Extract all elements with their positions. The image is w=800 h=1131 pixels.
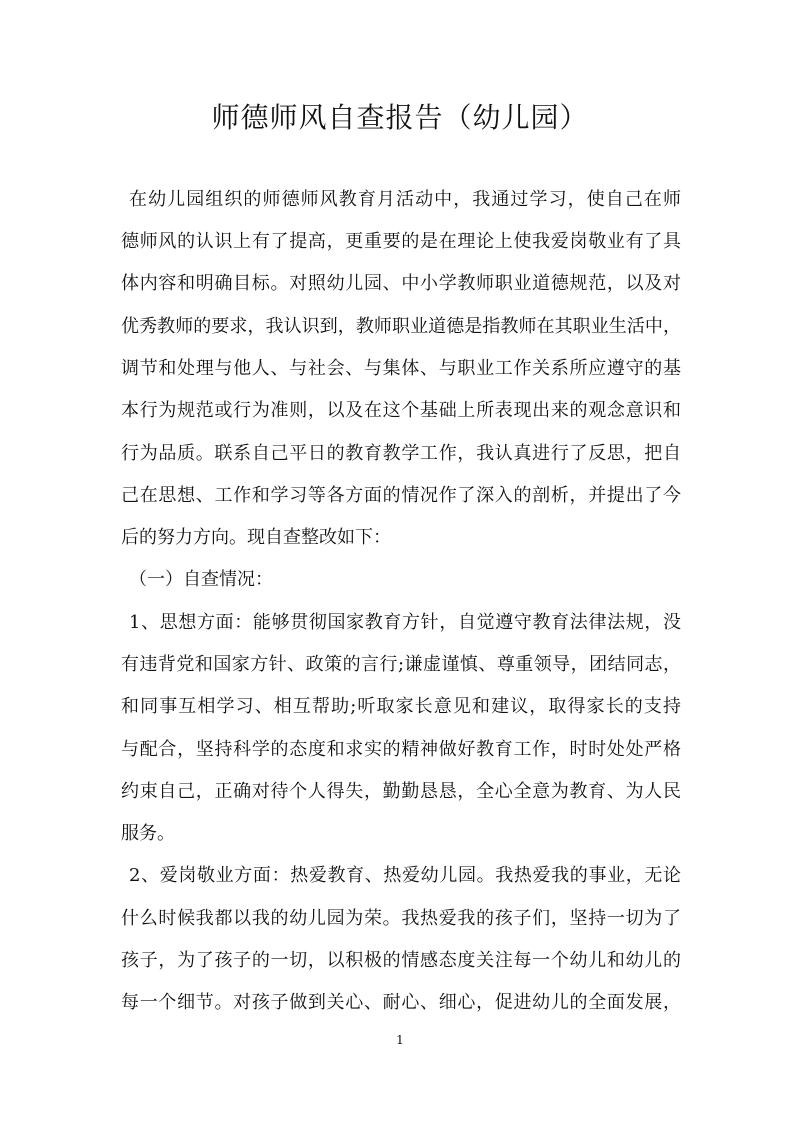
body-line: 优秀教师的要求，我认识到，教师职业道德是指教师在其职业生活中， [121,316,681,337]
page-number: 1 [396,1033,404,1047]
body-line: 2、爱岗敬业方面：热爱教育、热爱幼儿园。我热爱我的事业，无论 [129,865,681,886]
section-heading: （一）自查情况： [129,569,273,590]
body-line: 和同事互相学习、相互帮助;听取家长意见和建议，取得家长的支持 [121,696,681,717]
body-line: 孩子，为了孩子的一切，以积极的情感态度关注每一个幼儿和幼儿的 [121,950,681,971]
body-line: 在幼儿园组织的师德师风教育月活动中，我通过学习，使自己在师 [129,189,681,210]
body-line: 行为品质。联系自己平日的教育教学工作，我认真进行了反思，把自 [121,443,681,464]
body-line: 德师风的认识上有了提高，更重要的是在理论上使我爱岗敬业有了具 [121,231,681,252]
document-title: 师德师风自查报告（幼儿园） [211,101,589,134]
body-line: 本行为规范或行为准则，以及在这个基础上所表现出来的观念意识和 [121,400,681,421]
body-line: 约束自己，正确对待个人得失，勤勤恳恳，全心全意为教育、为人民 [121,781,681,802]
body-line: 每一个细节。对孩子做到关心、耐心、细心，促进幼儿的全面发展， [121,992,681,1013]
body-line: 服务。 [121,823,175,844]
body-line: 体内容和明确目标。对照幼儿园、中小学教师职业道德规范，以及对 [121,273,681,294]
body-line: 有违背党和国家方针、政策的言行;谦虚谨慎、尊重领导，团结同志， [121,654,681,675]
body-line: 后的努力方向。现自查整改如下： [121,527,391,548]
body-line: 调节和处理与他人、与社会、与集体、与职业工作关系所应遵守的基 [121,358,681,379]
body-line: 己在思想、工作和学习等各方面的情况作了深入的剖析，并提出了今 [121,485,681,506]
body-line: 1、思想方面：能够贯彻国家教育方针，自觉遵守教育法律法规，没 [129,612,681,633]
body-line: 与配合，坚持科学的态度和求实的精神做好教育工作，时时处处严格 [121,739,681,760]
body-line: 什么时候我都以我的幼儿园为荣。我热爱我的孩子们，坚持一切为了 [121,908,681,929]
